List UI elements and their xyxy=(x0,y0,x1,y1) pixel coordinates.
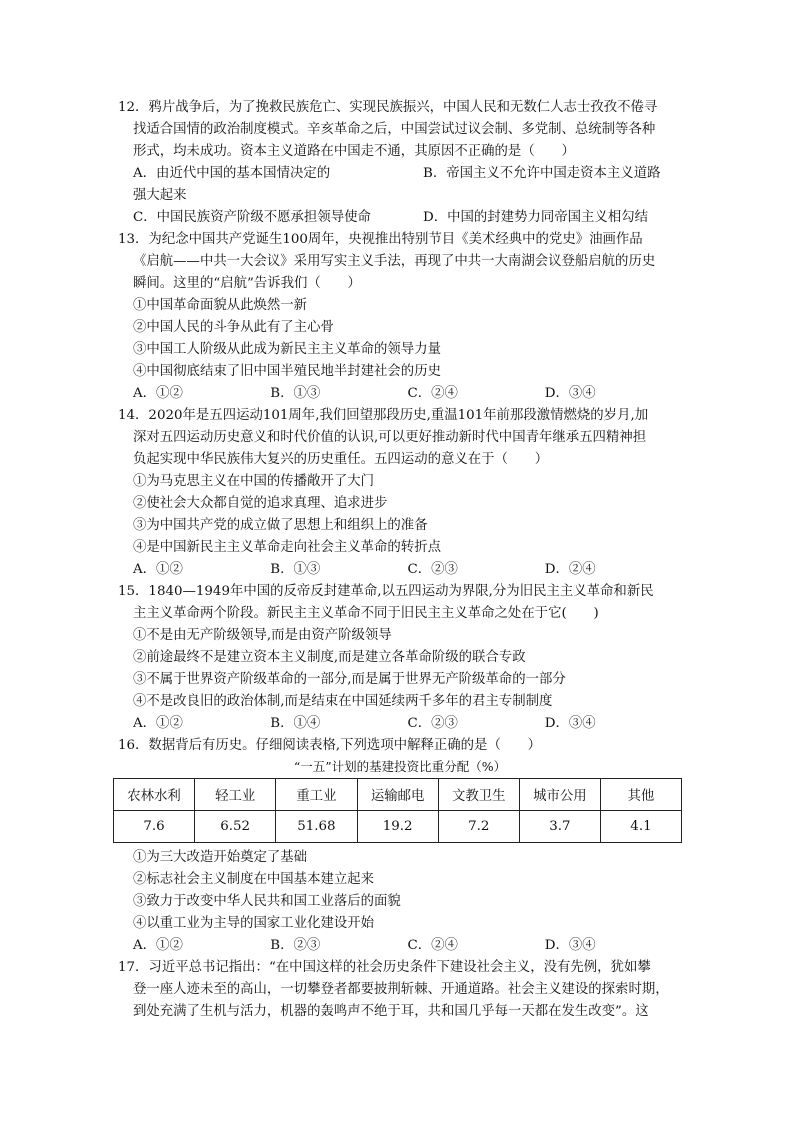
option-c: C．②③ xyxy=(407,716,458,731)
option-a: A．①② xyxy=(133,716,183,731)
statement-item: ②前途最终不是建立资本主义制度,而是建立各革命阶级的联合专政 xyxy=(133,650,526,665)
table-header-cell: 农林水利 xyxy=(114,779,195,811)
statement-item: ①中国革命面貌从此焕然一新 xyxy=(133,298,308,313)
option-c: C．②④ xyxy=(407,938,458,953)
question-content xyxy=(118,97,682,1023)
question-14-options xyxy=(118,559,682,581)
question-13-stem-line-2: 《启航——中共一大会议》采用写实主义手法，再现了中共一大南湖会议登船启航的历史 xyxy=(133,254,656,269)
option-a: A．①② xyxy=(133,386,183,401)
table-header-cell: 重工业 xyxy=(276,779,357,811)
question-13 xyxy=(118,229,682,405)
investment-table xyxy=(113,778,682,843)
statement-item: ③中国工人阶级从此成为新民主主义革命的领导力量 xyxy=(133,342,441,357)
question-12 xyxy=(118,97,682,229)
option-d: D．③④ xyxy=(544,938,596,953)
table-cell: 6.52 xyxy=(195,811,276,843)
statement-item: ④中国彻底结束了旧中国半殖民地半封建社会的历史 xyxy=(133,364,441,379)
question-13-stem-line-3: 瞬间。这里的“启航”告诉我们（ ） xyxy=(133,276,361,291)
table-header-cell: 文教卫生 xyxy=(438,779,519,811)
option-b-continuation: 强大起来 xyxy=(133,188,187,203)
question-12-options-cd xyxy=(118,207,682,229)
table-header-cell: 运输邮电 xyxy=(357,779,438,811)
table-header-cell: 城市公用 xyxy=(519,779,600,811)
statement-item: ②标志社会主义制度在中国基本建立起来 xyxy=(133,872,375,887)
option-c: C．中国民族资产阶级不愿承担领导使命 xyxy=(133,210,371,225)
question-14-stem-line-3: 负起实现中华民族伟大复兴的历史重任。五四运动的意义在于（ ） xyxy=(133,452,549,467)
option-b: B．帝国主义不允许中国走资本主义道路 xyxy=(423,166,661,181)
question-15-stem-line-2: 主主义革命两个阶段。新民主主义革命不同于旧民主主义革命之处在于它( ) xyxy=(133,606,599,621)
option-a: A．由近代中国的基本国情决定的 xyxy=(133,166,331,181)
option-a: A．①② xyxy=(133,938,183,953)
table-header-cell: 轻工业 xyxy=(195,779,276,811)
question-14-stem-line-1: 14．2020年是五四运动101周年,我们回望那段历史,重温101年前那段激情燃烧的岁月,加 xyxy=(118,408,649,423)
question-13-options xyxy=(118,383,682,405)
question-12-stem-line-1: 12．鸦片战争后，为了挽救民族危亡、实现民族振兴，中国人民和无数仁人志士孜孜不倦寻 xyxy=(118,100,658,115)
statement-item: ③为中国共产党的成立做了思想上和组织上的准备 xyxy=(133,518,428,533)
option-d: D．②④ xyxy=(544,562,596,577)
option-d: D．③④ xyxy=(544,716,596,731)
table-cell: 7.2 xyxy=(438,811,519,843)
statement-item: ①为三大改造开始奠定了基础 xyxy=(133,850,308,865)
table-cell: 19.2 xyxy=(357,811,438,843)
question-16-stem: 16．数据背后有历史。仔细阅读表格,下列选项中解释正确的是（ ） xyxy=(118,738,542,753)
statement-item: ④不是改良旧的政治体制,而是结束在中国延续两千多年的君主专制制度 xyxy=(133,694,553,709)
option-a: A．①② xyxy=(133,562,183,577)
option-b: B．①③ xyxy=(270,562,321,577)
question-12-stem-line-2: 找适合国情的政治制度模式。辛亥革命之后，中国尝试过议会制、多党制、总统制等各种 xyxy=(133,122,656,137)
statement-item: ①为马克思主义在中国的传播敞开了大门 xyxy=(133,474,375,489)
table-caption: “一五”计划的基建投资比重分配（%） xyxy=(293,759,507,774)
question-13-stem-line-1: 13．为纪念中国共产党诞生100周年，央视推出特别节目《美术经典中的党史》油画作品 xyxy=(118,232,643,247)
table-cell: 51.68 xyxy=(276,811,357,843)
option-c: C．②④ xyxy=(407,386,458,401)
question-17 xyxy=(118,957,682,1023)
option-b: B．①③ xyxy=(270,386,321,401)
table-header-cell: 其他 xyxy=(600,779,681,811)
statement-item: ④是中国新民主主义革命走向社会主义革命的转折点 xyxy=(133,540,441,555)
question-14-stem-line-2: 深对五四运动历史意义和时代价值的认识,可以更好推动新时代中国青年继承五四精神担 xyxy=(133,430,647,445)
table-cell: 7.6 xyxy=(114,811,195,843)
table-header-row xyxy=(114,779,682,811)
statement-item: ①不是由无产阶级领导,而是由资产阶级领导 xyxy=(133,628,392,643)
question-14 xyxy=(118,405,682,581)
statement-item: ②中国人民的斗争从此有了主心骨 xyxy=(133,320,334,335)
statement-item: ③致力于改变中华人民共和国工业落后的面貌 xyxy=(133,894,401,909)
table-cell: 4.1 xyxy=(600,811,681,843)
question-15-options xyxy=(118,713,682,735)
question-17-stem-line-1: 17．习近平总书记指出：“在中国这样的社会历史条件下建设社会主义，没有先例，犹如攀 xyxy=(118,960,651,975)
option-d: D．③④ xyxy=(544,386,596,401)
option-b: B．①④ xyxy=(270,716,321,731)
question-17-stem-line-2: 登一座人迹未至的高山，一切攀登者都要披荆斩棘、开通道路。社会主义建设的探索时期， xyxy=(133,982,669,997)
option-b: B．②③ xyxy=(270,938,321,953)
question-15 xyxy=(118,581,682,735)
table-row xyxy=(114,811,682,843)
question-15-stem-line-1: 15．1840—1949年中国的反帝反封建革命,以五四运动为界限,分为旧民主主义革命和新民 xyxy=(118,584,654,599)
question-16 xyxy=(118,735,682,957)
question-16-options xyxy=(118,935,682,957)
statement-item: ④以重工业为主导的国家工业化建设开始 xyxy=(133,916,375,931)
option-c: C．②③ xyxy=(407,562,458,577)
question-17-stem-line-3: 到处充满了生机与活力，机器的轰鸣声不绝于耳，共和国几乎每一天都在发生改变”。这 xyxy=(133,1004,649,1019)
question-12-stem-line-3: 形式，均未成功。资本主义道路在中国走不通，其原因不正确的是（ ） xyxy=(133,144,575,159)
question-12-options-ab xyxy=(118,163,682,185)
statement-item: ③不属于世界资产阶级革命的一部分,而是属于世界无产阶级革命的一部分 xyxy=(133,672,566,687)
option-d: D．中国的封建势力同帝国主义相勾结 xyxy=(423,210,648,225)
statement-item: ②使社会大众都自觉的追求真理、追求进步 xyxy=(133,496,388,511)
table-cell: 3.7 xyxy=(519,811,600,843)
